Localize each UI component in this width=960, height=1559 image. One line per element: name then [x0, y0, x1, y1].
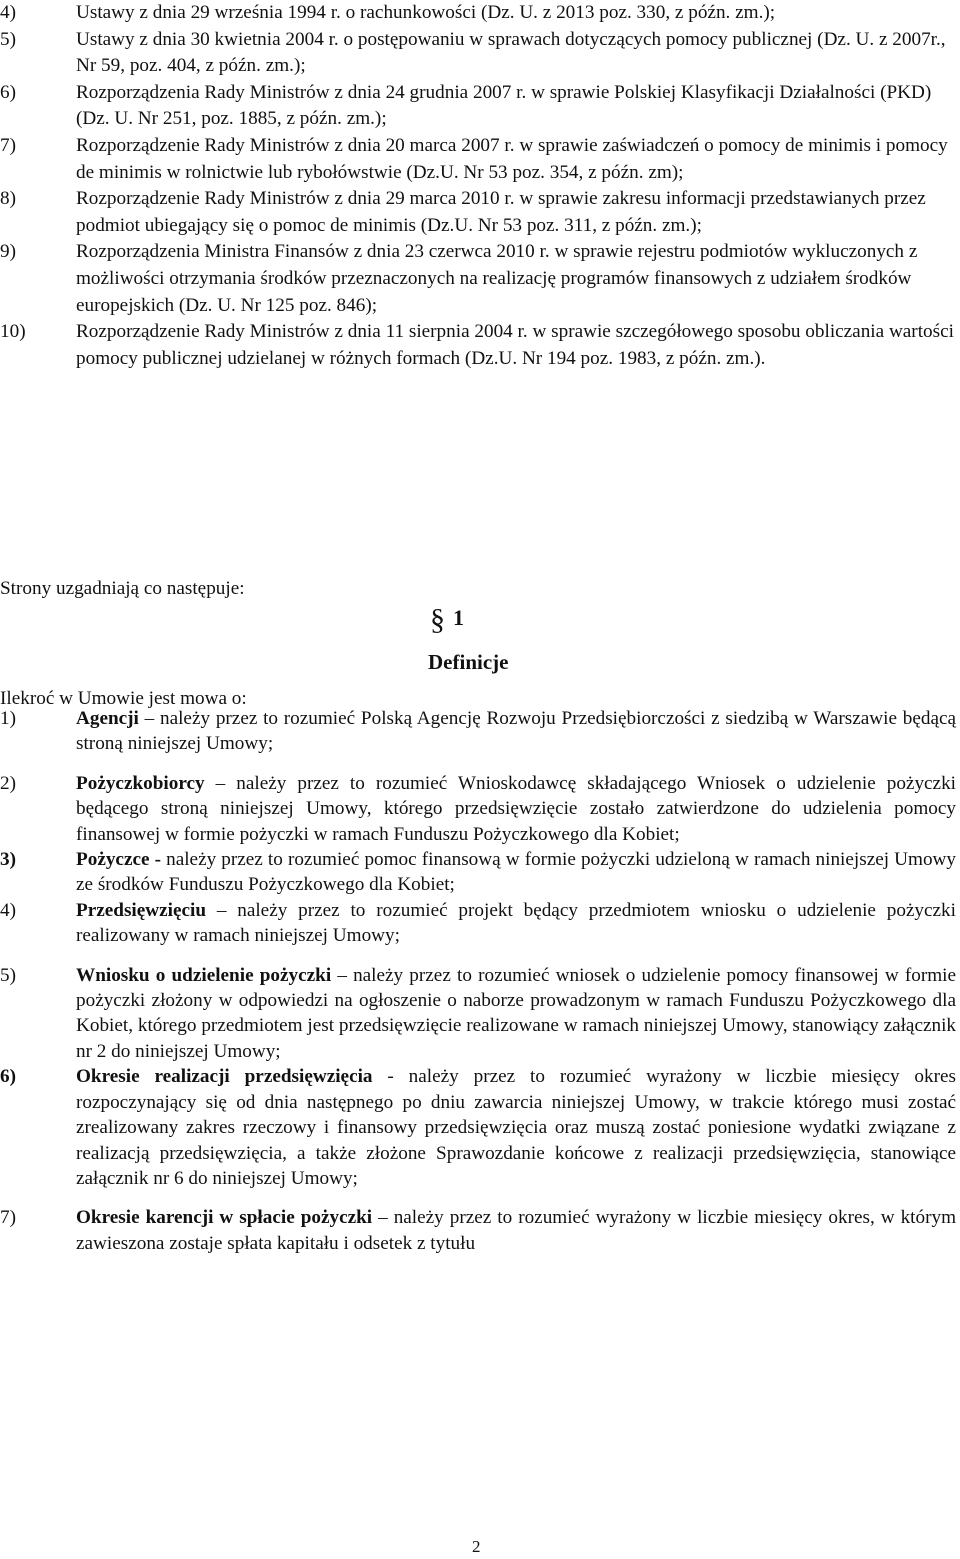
- definitions-intro: Ilekroć w Umowie jest mowa o:: [0, 688, 247, 709]
- list-item: [0, 27, 956, 80]
- definition-term: Pożyczce -: [76, 849, 161, 871]
- agreement-intro: Strony uzgadniają co następuje:: [0, 578, 245, 599]
- definition-item: [0, 771, 956, 847]
- definition-item: [0, 706, 956, 757]
- definition-term: Agencji: [76, 708, 139, 729]
- definition-text: – należy przez to rozumieć wyrażony w liczbie miesięcy okres, w którym zawieszona zostaje spłata kapitału i odsetek z tytułu: [76, 1207, 957, 1254]
- item-number: 3): [0, 849, 16, 871]
- page-number: 2: [472, 1537, 481, 1556]
- list-item: [0, 0, 956, 27]
- definition-term: Okresie realizacji przedsięwzięcia: [76, 1066, 373, 1088]
- definition-term: Wniosku o udzielenie pożyczki: [76, 964, 332, 986]
- definition-item: [0, 847, 956, 898]
- item-text: Rozporządzenia Ministra Finansów z dnia 23 czerwca 2010 r. w sprawie rejestru podmiotów wykluczonych z możliwości otrzymania środków przeznaczonych na realizację programów finansowych z udziałem środków europejskich (Dz. U. Nr 125 poz. 846);: [76, 241, 918, 316]
- paragraph-number: 1: [453, 605, 464, 630]
- paragraph-heading: [430, 603, 464, 637]
- list-item: [0, 186, 956, 239]
- item-number: 6): [0, 1066, 16, 1088]
- definition-text: – należy przez to rozumieć wniosek o udzielenie pomocy finansowej w formie pożyczki złożony w odpowiedzi na ogłoszenie o naborze prowadzonym w ramach Funduszu Pożyczkowego dla Kobiet, którego przedmiotem jest przedsięwzięcie realizowane w ramach niniejszej Umowy, stanowiący załącznik nr 2 do niniejszej Umowy;: [76, 964, 956, 1062]
- list-item: [0, 133, 956, 186]
- list-item: [0, 239, 956, 319]
- item-text: Rozporządzenia Rady Ministrów z dnia 24 grudnia 2007 r. w sprawie Polskiej Klasyfikacji Działalności (PKD) (Dz. U. Nr 251, poz. 1885, z późn. zm.);: [76, 81, 932, 130]
- section-sign: §: [430, 603, 445, 636]
- definition-item: [0, 1205, 956, 1256]
- item-number: 4): [0, 899, 16, 921]
- item-number: 9): [0, 241, 16, 263]
- section-title: Definicje: [428, 650, 509, 674]
- definition-term: Przedsięwzięciu: [76, 899, 206, 921]
- definition-item: [0, 1064, 956, 1191]
- item-number: 8): [0, 188, 16, 210]
- definition-text: należy przez to rozumieć pomoc finansową w formie pożyczki udzieloną w ramach niniejszej Umowy ze środków Funduszu Pożyczkowego dla Kobiet;: [76, 849, 956, 896]
- definition-item: [0, 963, 956, 1065]
- legal-basis-list: [0, 0, 956, 372]
- item-number: 1): [0, 708, 16, 729]
- definition-text: - należy przez to rozumieć wyrażony w liczbie miesięcy okres rozpoczynający się od dnia następnego po dniu zawarcia niniejszej Umowy, w trakcie którego musi zostać zrealizowany zakres rzeczowy i finansowy przedsięwzięcia oraz muszą zostać poniesione wydatki związane z realizacją przedsięwzięcia, a także złożone Sprawozdanie końcowe z realizacji przedsięwzięcia, stanowiące załącznik nr 6 do niniejszej Umowy;: [76, 1066, 956, 1189]
- item-text: Rozporządzenie Rady Ministrów z dnia 29 marca 2010 r. w sprawie zakresu informacji przedstawianych przez podmiot ubiegający się o pomoc de minimis (Dz.U. Nr 53 poz. 311, z późn. zm.);: [76, 188, 926, 236]
- item-number: 6): [0, 81, 16, 103]
- definition-text: – należy przez to rozumieć Wnioskodawcę składającego Wniosek o udzielenie pożyczki będącego stroną niniejszej Umowy, którego przedsięwzięcie zostało zatwierdzone do udzielenia pomocy finansowej w formie pożyczki w ramach Funduszu Pożyczkowego dla Kobiet;: [76, 772, 956, 845]
- item-number: 4): [0, 2, 16, 23]
- item-number: 7): [0, 1207, 16, 1229]
- definitions-list: [0, 706, 956, 1256]
- item-number: 5): [0, 28, 16, 50]
- item-text: Rozporządzenie Rady Ministrów z dnia 11 sierpnia 2004 r. w sprawie szczegółowego sposobu obliczania wartości pomocy publicznej udzielanej w różnych formach (Dz.U. Nr 194 poz. 1983, z późn. zm.).: [76, 321, 954, 369]
- item-number: 7): [0, 134, 16, 156]
- item-text: Ustawy z dnia 30 kwietnia 2004 r. o postępowaniu w sprawach dotyczących pomocy publicznej (Dz. U. z 2007r., Nr 59, poz. 404, z późn. zm.);: [76, 28, 946, 77]
- item-number: 2): [0, 772, 16, 794]
- item-text: Rozporządzenie Rady Ministrów z dnia 20 marca 2007 r. w sprawie zaświadczeń o pomocy de minimis i pomocy de minimis w rolnictwie lub rybołówstwie (Dz.U. Nr 53 poz. 354, z późn. zm);: [76, 134, 948, 183]
- definition-term: Pożyczkobiorcy: [76, 772, 205, 794]
- definition-text: – należy przez to rozumieć projekt będący przedmiotem wniosku o udzielenie pożyczki realizowany w ramach niniejszej Umowy;: [76, 899, 956, 947]
- item-number: 5): [0, 964, 16, 986]
- item-text: Ustawy z dnia 29 września 1994 r. o rachunkowości (Dz. U. z 2013 poz. 330, z późn. zm.);: [76, 2, 776, 23]
- item-number: 10): [0, 321, 26, 343]
- definition-item: [0, 898, 956, 949]
- definition-text: – należy przez to rozumieć Polską Agencję Rozwoju Przedsiębiorczości z siedzibą w Warszawie będącą stroną niniejszej Umowy;: [76, 708, 956, 755]
- definition-term: Okresie karencji w spłacie pożyczki: [76, 1207, 373, 1229]
- list-item: [0, 80, 956, 133]
- list-item: [0, 319, 956, 372]
